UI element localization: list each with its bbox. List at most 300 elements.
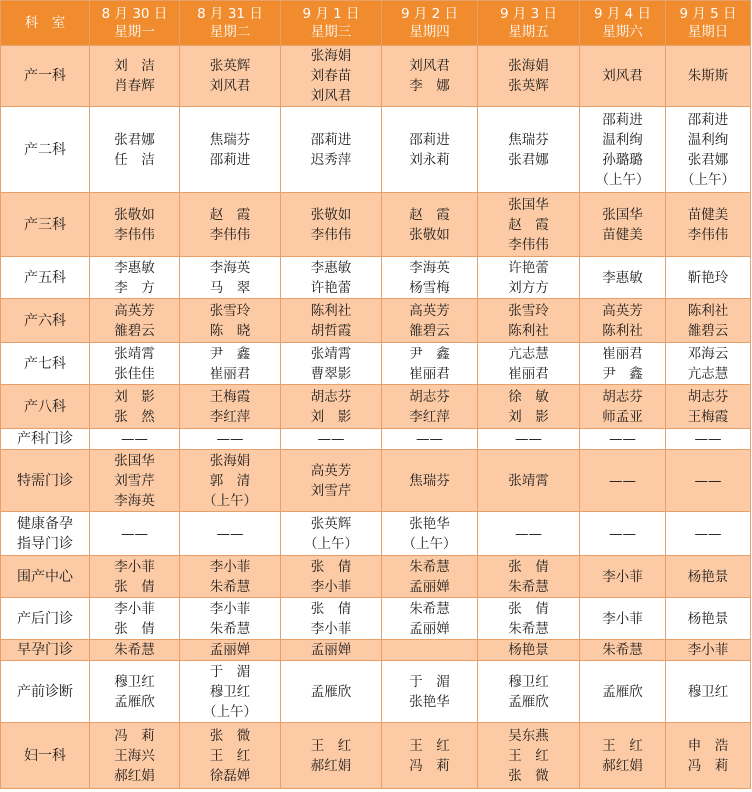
staff-name: 邵莉进 [409, 131, 450, 148]
staff-name: 申 浩 [687, 737, 729, 754]
dept-cell [1, 450, 90, 512]
table-row [1, 107, 751, 193]
staff-name: 尹 鑫 [602, 365, 643, 382]
schedule-cell [382, 193, 478, 257]
staff-name: 孟雁欣 [310, 683, 352, 700]
staff-name: 陈利社 [508, 322, 549, 339]
table-row [1, 385, 751, 429]
staff-name: 陈 晓 [209, 322, 251, 339]
staff-name: 穆卫红 [114, 673, 155, 690]
staff-name: 张 倩 [114, 578, 155, 595]
staff-name: 张 微 [508, 767, 549, 784]
schedule-cell [580, 299, 666, 343]
header-row [1, 1, 751, 46]
schedule-cell [478, 46, 580, 107]
staff-name: 高英芳 [409, 302, 450, 319]
schedule-cell [281, 257, 382, 299]
staff-name: 张 微 [209, 727, 251, 744]
schedule-cell [90, 640, 180, 661]
schedule-cell [90, 385, 180, 429]
schedule-cell [478, 723, 580, 789]
staff-name: 张艳华 [409, 693, 450, 710]
empty-dash: —— [121, 431, 148, 447]
empty-dash: —— [216, 525, 244, 542]
empty-dash: —— [515, 431, 542, 447]
schedule-cell [382, 450, 478, 512]
staff-name: （上午） [402, 535, 457, 552]
staff-name: 雒碧云 [687, 322, 729, 339]
staff-name: 苗健美 [687, 206, 729, 223]
schedule-cell [90, 299, 180, 343]
schedule-cell [478, 556, 580, 598]
staff-name: 朱希慧 [508, 620, 549, 637]
staff-name: 雒碧云 [114, 322, 155, 339]
dept-header: 科 室 [1, 1, 90, 46]
schedule-cell [281, 299, 382, 343]
schedule-cell [382, 299, 478, 343]
staff-name: 李海英 [209, 259, 251, 276]
dept-label: 妇一科 [24, 747, 66, 764]
schedule-cell [180, 723, 281, 789]
staff-name: （上午） [595, 171, 650, 188]
staff-name: 王 红 [602, 737, 643, 754]
staff-name: 崔丽君 [508, 365, 549, 382]
staff-name: 张艳华 [409, 515, 450, 532]
schedule-cell [90, 107, 180, 193]
dept-cell [1, 257, 90, 299]
schedule-cell [666, 429, 751, 450]
schedule-cell [281, 193, 382, 257]
empty-dash: —— [216, 431, 244, 447]
table-row [1, 429, 751, 450]
schedule-cell [580, 429, 666, 450]
schedule-cell [180, 598, 281, 640]
staff-name: 张英辉 [508, 78, 549, 94]
schedule-cell [382, 556, 478, 598]
staff-name: 胡志芬 [310, 388, 352, 405]
staff-name: 陈利社 [687, 302, 729, 319]
staff-name: 郝红娟 [310, 757, 352, 774]
staff-name: 张敬如 [310, 206, 352, 223]
schedule-cell [180, 343, 281, 385]
schedule-cell [180, 640, 281, 661]
schedule-cell [580, 385, 666, 429]
staff-name: 杨艳景 [687, 610, 729, 627]
schedule-cell [666, 385, 751, 429]
staff-name: 李小菲 [310, 578, 352, 595]
staff-name: 邵莉进 [310, 131, 352, 148]
staff-name: 朱希慧 [114, 642, 155, 658]
empty-dash: —— [317, 431, 345, 447]
schedule-cell [382, 343, 478, 385]
table-row [1, 193, 751, 257]
staff-name: 冯 莉 [114, 727, 155, 744]
staff-name: 吴东燕 [508, 727, 549, 744]
schedule-cell [281, 385, 382, 429]
staff-name: 王 红 [508, 747, 549, 764]
schedule-cell [382, 661, 478, 723]
staff-name: 刘风君 [602, 68, 643, 84]
schedule-cell [180, 257, 281, 299]
staff-name: 胡志芬 [687, 388, 729, 405]
dept-label: 产八科 [24, 398, 66, 415]
dept-cell [1, 343, 90, 385]
staff-name: （上午） [304, 535, 358, 552]
empty-dash: —— [609, 525, 636, 542]
dept-cell [1, 46, 90, 107]
schedule-cell [281, 661, 382, 723]
table-row [1, 661, 751, 723]
staff-name: 李伟伟 [508, 236, 549, 253]
staff-name: 李惠敏 [602, 269, 643, 286]
staff-name: 刘 影 [114, 388, 155, 405]
staff-name: 肖春辉 [114, 78, 155, 94]
schedule-cell [580, 661, 666, 723]
staff-name: 刘 洁 [114, 58, 155, 74]
staff-name: 亢志慧 [508, 345, 549, 362]
staff-name: 郭 清 [209, 472, 251, 489]
dept-cell [1, 512, 90, 556]
staff-name: 张雪玲 [508, 302, 549, 319]
staff-name: 王 红 [209, 747, 251, 764]
staff-name: 张君娜 [508, 151, 549, 168]
day-header: 8 月 30 日 星期一 [90, 1, 180, 46]
dept-label: 健康备孕 指导门诊 [17, 515, 73, 552]
dept-cell [1, 193, 90, 257]
schedule-cell [180, 193, 281, 257]
schedule-cell [382, 107, 478, 193]
staff-name: 陈利社 [602, 322, 643, 339]
schedule-cell [478, 385, 580, 429]
staff-name: 穆卫红 [687, 683, 729, 700]
staff-name: 李小菲 [310, 620, 352, 637]
dept-label: 产二科 [24, 141, 66, 158]
staff-name: 雒碧云 [409, 322, 450, 339]
schedule-cell [281, 343, 382, 385]
staff-name: 朱希慧 [409, 600, 450, 617]
staff-name: 朱希慧 [209, 620, 251, 637]
staff-name: 张海娟 [508, 58, 549, 74]
empty-dash: —— [694, 472, 722, 489]
staff-name: 郝红娟 [114, 767, 155, 784]
dept-label: 早孕门诊 [17, 642, 73, 658]
staff-name: （上午） [203, 703, 257, 720]
staff-name: 李小菲 [114, 558, 155, 575]
staff-name: 赵 霞 [409, 206, 450, 223]
schedule-cell [580, 450, 666, 512]
staff-name: 张 倩 [508, 558, 549, 575]
schedule-cell [382, 640, 478, 661]
schedule-cell [666, 512, 751, 556]
schedule-cell [478, 257, 580, 299]
staff-name: 李小菲 [602, 568, 643, 585]
staff-name: 刘春苗 [310, 68, 352, 84]
schedule-cell [478, 640, 580, 661]
schedule-cell [580, 193, 666, 257]
dept-cell [1, 556, 90, 598]
staff-name: 靳艳玲 [687, 269, 729, 286]
table-row [1, 723, 751, 789]
staff-name: 李惠敏 [310, 259, 352, 276]
staff-name: 刘永莉 [409, 151, 450, 168]
staff-name: 许艳蕾 [310, 279, 352, 296]
staff-name: 苗健美 [602, 226, 643, 243]
staff-name: 李伟伟 [209, 226, 251, 243]
staff-name: 马 翠 [209, 279, 251, 296]
dept-label: 产七科 [24, 355, 66, 372]
staff-name: 崔丽君 [602, 345, 643, 362]
staff-name: 邓海云 [687, 345, 729, 362]
staff-name: 曹翠影 [310, 365, 352, 382]
day-header: 9 月 3 日 星期五 [478, 1, 580, 46]
day-header: 9 月 2 日 星期四 [382, 1, 478, 46]
staff-name: 师孟亚 [602, 408, 643, 425]
schedule-cell [281, 107, 382, 193]
staff-name: 张佳佳 [114, 365, 155, 382]
staff-name: 任 洁 [114, 151, 155, 168]
schedule-cell [281, 429, 382, 450]
schedule-cell [382, 429, 478, 450]
staff-name: 张国华 [114, 452, 155, 469]
empty-dash: —— [694, 431, 722, 447]
staff-name: 张敬如 [409, 226, 450, 243]
dept-cell [1, 598, 90, 640]
staff-name: 徐 敏 [508, 388, 549, 405]
staff-name: 刘 影 [310, 408, 352, 425]
schedule-cell [478, 512, 580, 556]
dept-label: 围产中心 [17, 568, 73, 585]
day-header: 8 月 31 日 星期二 [180, 1, 281, 46]
schedule-cell [478, 193, 580, 257]
staff-name: 张靖霄 [508, 472, 549, 489]
table-row [1, 640, 751, 661]
schedule-cell [478, 107, 580, 193]
schedule-cell [478, 598, 580, 640]
schedule-cell [90, 46, 180, 107]
schedule-cell [382, 723, 478, 789]
staff-name: 焦瑞芬 [409, 472, 450, 489]
table-row [1, 450, 751, 512]
schedule-cell [580, 598, 666, 640]
schedule-cell [180, 450, 281, 512]
schedule-cell [580, 556, 666, 598]
dept-cell [1, 107, 90, 193]
staff-name: 于 湄 [209, 663, 251, 680]
staff-name: （上午） [681, 171, 735, 188]
schedule-cell [180, 429, 281, 450]
dept-label: 产科门诊 [17, 431, 73, 447]
schedule-cell [90, 512, 180, 556]
staff-name: 张雪玲 [209, 302, 251, 319]
dept-label: 产后门诊 [17, 610, 73, 627]
staff-name: 陈利社 [310, 302, 352, 319]
staff-name: 张英辉 [310, 515, 352, 532]
schedule-cell [382, 257, 478, 299]
schedule-cell [580, 343, 666, 385]
staff-name: 孟丽婵 [310, 642, 352, 658]
staff-name: 李 娜 [409, 78, 450, 94]
staff-name: 朱希慧 [409, 558, 450, 575]
dept-cell [1, 299, 90, 343]
staff-name: 温利绚 [687, 131, 729, 148]
table-row [1, 598, 751, 640]
staff-name: 孟雁欣 [508, 693, 549, 710]
schedule-cell [580, 640, 666, 661]
schedule-cell [281, 598, 382, 640]
schedule-cell [90, 598, 180, 640]
schedule-cell [382, 598, 478, 640]
dept-label: 产三科 [24, 216, 66, 233]
schedule-cell [90, 193, 180, 257]
staff-name: 赵 霞 [508, 216, 549, 233]
staff-name: 朱希慧 [602, 642, 643, 658]
staff-name: 胡志芬 [409, 388, 450, 405]
schedule-cell [580, 46, 666, 107]
schedule-cell [281, 640, 382, 661]
staff-name: 李惠敏 [114, 259, 155, 276]
staff-name: 邵莉进 [209, 151, 251, 168]
schedule-cell [666, 46, 751, 107]
schedule-cell [90, 450, 180, 512]
staff-name: 李海英 [114, 492, 155, 509]
staff-name: 高英芳 [310, 462, 352, 479]
staff-name: 王 红 [310, 737, 352, 754]
schedule-cell [90, 723, 180, 789]
empty-dash: —— [694, 525, 722, 542]
schedule-cell [666, 640, 751, 661]
staff-name: 王梅霞 [687, 408, 729, 425]
empty-dash: —— [609, 431, 636, 447]
schedule-cell [666, 723, 751, 789]
staff-name: 张国华 [508, 196, 549, 213]
dept-cell [1, 385, 90, 429]
staff-name: 高英芳 [602, 302, 643, 319]
schedule-cell [90, 257, 180, 299]
schedule-cell [580, 257, 666, 299]
staff-name: （上午） [203, 492, 257, 509]
schedule-cell [180, 46, 281, 107]
day-header: 9 月 5 日 星期日 [666, 1, 751, 46]
schedule-cell [666, 598, 751, 640]
schedule-cell [90, 429, 180, 450]
staff-name: 孟雁欣 [602, 683, 643, 700]
staff-name: 尹 鑫 [409, 345, 450, 362]
staff-name: 于 湄 [409, 673, 450, 690]
dept-cell [1, 723, 90, 789]
staff-name: 许艳蕾 [508, 259, 549, 276]
staff-name: 朱希慧 [209, 578, 251, 595]
dept-cell [1, 661, 90, 723]
staff-name: 李小菲 [114, 600, 155, 617]
staff-name: 孟丽婵 [409, 578, 450, 595]
staff-name: 冯 莉 [409, 757, 450, 774]
dept-label: 产六科 [24, 312, 66, 329]
staff-name: 李 方 [114, 279, 155, 296]
schedule-cell [666, 343, 751, 385]
schedule-cell [281, 556, 382, 598]
staff-name: 张靖霄 [114, 345, 155, 362]
staff-name: 邵莉进 [602, 111, 643, 128]
staff-name: 郝红娟 [602, 757, 643, 774]
table-row [1, 299, 751, 343]
staff-name: 迟秀萍 [310, 151, 352, 168]
staff-name: 王海兴 [114, 747, 155, 764]
table-row [1, 512, 751, 556]
staff-name: 刘 影 [508, 408, 549, 425]
staff-name: 张 倩 [114, 620, 155, 637]
staff-name: 张君娜 [114, 131, 155, 148]
dept-label: 产前诊断 [17, 683, 73, 700]
staff-name: 张 倩 [508, 600, 549, 617]
staff-name: 张 然 [114, 408, 155, 425]
staff-name: 胡哲霞 [310, 322, 352, 339]
staff-name: 崔丽君 [209, 365, 251, 382]
staff-name: 孟雁欣 [114, 693, 155, 710]
staff-name: 张海娟 [209, 452, 251, 469]
schedule-cell [666, 299, 751, 343]
staff-name: 朱希慧 [508, 578, 549, 595]
staff-name: 李海英 [409, 259, 450, 276]
staff-name: 崔丽君 [409, 365, 450, 382]
staff-name: 穆卫红 [508, 673, 549, 690]
staff-name: 亢志慧 [687, 365, 729, 382]
empty-dash: —— [609, 472, 636, 489]
staff-name: 徐磊婵 [209, 767, 251, 784]
empty-dash: —— [121, 525, 148, 542]
staff-name: 张国华 [602, 206, 643, 223]
schedule-cell [478, 343, 580, 385]
dept-cell [1, 429, 90, 450]
schedule-cell [281, 46, 382, 107]
schedule-cell [666, 193, 751, 257]
staff-name: 李伟伟 [114, 226, 155, 243]
staff-name: 焦瑞芬 [508, 131, 549, 148]
dept-cell [1, 640, 90, 661]
schedule-cell [180, 661, 281, 723]
schedule-cell [666, 257, 751, 299]
staff-name: 李小菲 [209, 558, 251, 575]
schedule-cell [382, 46, 478, 107]
schedule-cell [478, 299, 580, 343]
staff-name: 张 倩 [310, 558, 352, 575]
staff-name: 李小菲 [209, 600, 251, 617]
staff-name: 高英芳 [114, 302, 155, 319]
staff-name: 张 倩 [310, 600, 352, 617]
staff-name: 刘风君 [209, 78, 251, 94]
schedule-cell [382, 512, 478, 556]
staff-name: 胡志芬 [602, 388, 643, 405]
schedule-cell [180, 299, 281, 343]
staff-name: 李小菲 [687, 642, 729, 658]
staff-name: 李伟伟 [687, 226, 729, 243]
staff-name: 孙璐璐 [602, 151, 643, 168]
schedule-cell [180, 556, 281, 598]
staff-name: 李伟伟 [310, 226, 352, 243]
schedule-cell [580, 723, 666, 789]
staff-name: 张敬如 [114, 206, 155, 223]
staff-name: 刘雪芹 [114, 472, 155, 489]
schedule-cell [478, 450, 580, 512]
day-header: 9 月 4 日 星期六 [580, 1, 666, 46]
dept-label: 特需门诊 [17, 472, 73, 489]
schedule-cell [180, 107, 281, 193]
empty-dash: —— [416, 431, 443, 447]
schedule-cell [478, 429, 580, 450]
staff-name: 穆卫红 [209, 683, 251, 700]
schedule-cell [180, 512, 281, 556]
staff-name: 冯 莉 [687, 757, 729, 774]
roster-body [1, 46, 751, 789]
